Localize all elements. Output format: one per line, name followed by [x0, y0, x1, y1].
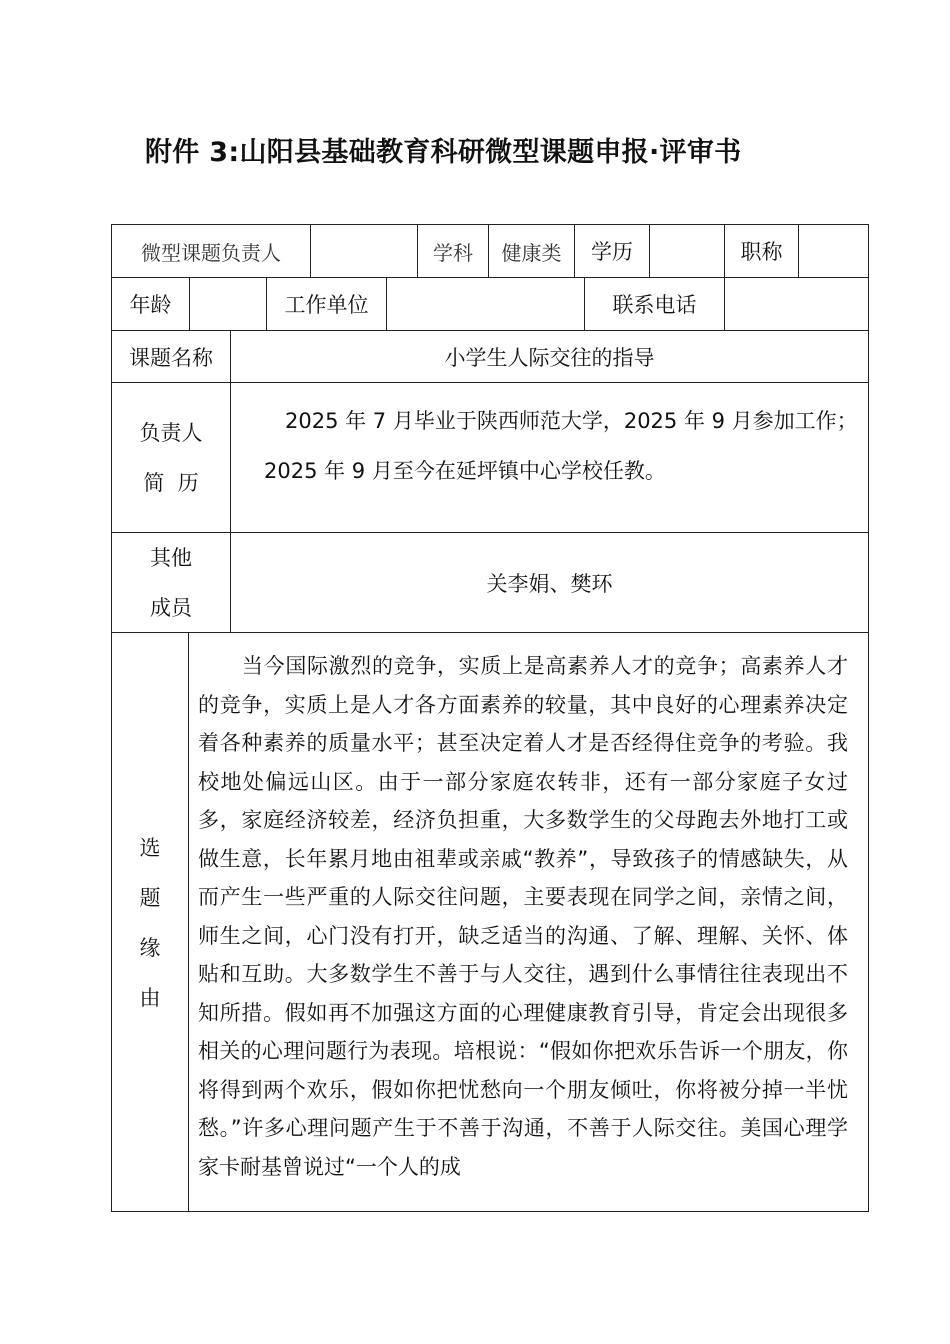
members-label — [112, 533, 230, 632]
reason-text: 当今国际激烈的竞争，实质上是高素养人才的竞争；高素养人才的竞争，实质上是人才各方面素养的较量，其中良好的心理素养决定着各种素养的质量水平；甚至决定着人才是否经得住竞争的考验。我校地处偏远山区。由于一部分家庭农转非，还有一部分家庭子女过多，家庭经济较差，经济负担重，大多数学生的父母跑去外地打工或做生意，长年累月地由祖辈或亲戚“教养”，导致孩子的情感缺失，从而产生一些严重的人际交往问题，主要表现在同学之间，亲情之间，师生之间，心门没有打开，缺乏适当的沟通、了解、理解、关怀、体贴和互助。大多数学生不善于与人交往，遇到什么事情往往表现出不知所措。假如再不加强这方面的心理健康教育引导，肯定会出现很多相关的心理问题行为表现。培根说：“假如你把欢乐告诉一个朋友，你将得到两个欢乐，假如你把忧愁向一个朋友倾吐，你将被分掉一半忧愁。”许多心理问题产生于不善于沟通，不善于人际交往。美国心理学家卡耐基曾说过“一个人的成 — [198, 654, 848, 1179]
application-form-table — [111, 224, 869, 1212]
members-label-line2: 成员 — [150, 595, 192, 620]
reason-label-char: 由 — [139, 986, 161, 1010]
work-unit-label: 工作单位 — [284, 293, 369, 317]
job-title-label: 职称 — [740, 240, 783, 264]
reason-label-char: 选 — [139, 836, 161, 860]
job-title-field[interactable] — [799, 225, 868, 277]
education-label: 学历 — [591, 240, 633, 264]
age-label: 年龄 — [129, 293, 172, 317]
leader-label: 微型课题负责人 — [141, 240, 281, 265]
resume-paragraph-2: 2025 年 9 月至今在延坪镇中心学校任教。 — [264, 459, 666, 483]
resume-label-line2: 简 历 — [143, 470, 199, 495]
subject-label: 学科 — [433, 240, 473, 265]
phone-label: 联系电话 — [612, 293, 697, 317]
reason-label-char: 缘 — [139, 936, 161, 960]
reason-content[interactable] — [112, 633, 868, 1211]
age-field[interactable] — [190, 278, 266, 330]
reason-label-char: 题 — [139, 886, 161, 910]
members-value[interactable]: 关李娟、樊环 — [486, 571, 613, 596]
resume-label-line1: 负责人 — [139, 420, 203, 445]
subject-value[interactable]: 健康类 — [501, 240, 562, 265]
phone-field[interactable] — [725, 278, 868, 330]
topic-value[interactable]: 小学生人际交往的指导 — [444, 345, 655, 370]
topic-label: 课题名称 — [129, 345, 213, 370]
work-unit-field[interactable] — [387, 278, 584, 330]
document-title: 附件 3:山阳县基础教育科研微型课题申报·评审书 — [145, 137, 742, 168]
education-field[interactable] — [650, 225, 724, 277]
resume-content[interactable] — [112, 383, 868, 532]
leader-field[interactable] — [311, 225, 417, 277]
resume-paragraph-1: 2025 年 7 月毕业于陕西师范大学，2025 年 9 月参加工作； — [285, 409, 858, 433]
members-label-line1: 其他 — [150, 545, 192, 570]
